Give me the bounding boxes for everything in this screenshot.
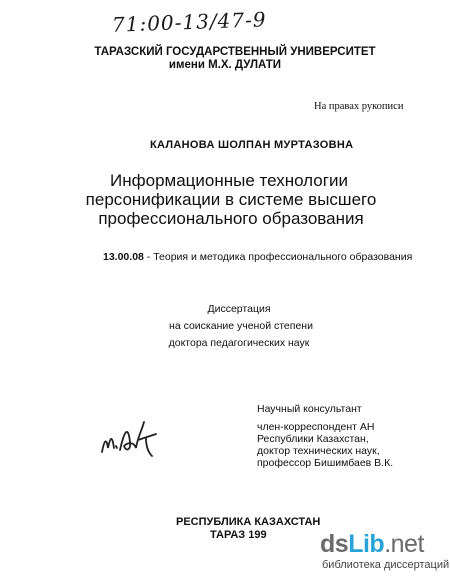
advisor-line-4: профессор Бишимбаев В.К. [257,457,394,469]
city-year: ТАРАЗ 199 [210,529,267,541]
specialty-text: - Теория и методика профессионального образования [143,251,413,263]
advisor-line-1: член-корреспондент АН [257,421,375,433]
country: РЕСПУБЛИКА КАЗАХСТАН [176,516,321,528]
logo-net-text: .net [384,530,424,558]
dslib-subtitle: библиотека диссертаций [322,559,450,571]
logo-lib-text: Lib [348,530,385,558]
specialty-code: 13.00.08 [103,251,144,263]
dissertation-line-3: доктора педагогических наук [168,337,310,349]
title-line-3: профессионального образования [98,209,364,228]
dissertation-line-1: Диссертация [207,303,271,315]
dslib-watermark[interactable] [320,530,450,574]
rights-note: На правах рукописи [314,101,404,112]
dissertation-line-2: на соискание ученой степени [169,320,313,332]
title-line-1: Информационные технологии [110,171,348,190]
handwritten-signature [98,412,160,468]
advisor-label: Научный консультант [257,403,362,415]
university-name: ТАРАЗСКИЙ ГОСУДАРСТВЕННЫЙ УНИВЕРСИТЕТ [94,46,376,58]
title-line-2: персонификации в системе высшего [85,190,377,209]
dslib-logo [320,530,424,559]
advisor-line-2: Республики Казахстан, [257,433,369,445]
handwritten-code: 71:00-13/47-9 [111,7,267,37]
specialty [103,251,412,263]
logo-ds-text: ds [320,530,349,558]
author-name: КАЛАНОВА ШОЛПАН МУРТАЗОВНА [150,139,354,151]
university-subtitle: имени М.Х. ДУЛАТИ [168,59,282,71]
advisor-line-3: доктор технических наук, [257,445,380,457]
